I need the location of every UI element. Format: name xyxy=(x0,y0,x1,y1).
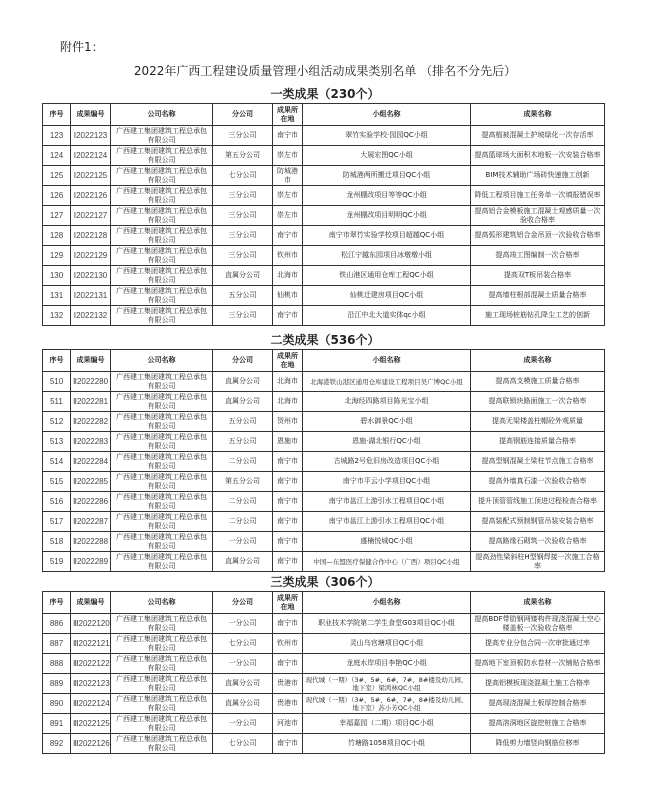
seq-cell: 889 xyxy=(43,674,71,694)
column-header: 序号 xyxy=(43,350,71,372)
code-cell: Ⅱ2022287 xyxy=(71,512,111,532)
branch-cell: 第五分公司 xyxy=(213,472,273,492)
branch-cell: 五分公司 xyxy=(213,412,273,432)
branch-cell: 二分公司 xyxy=(213,492,273,512)
result-cell: 提高型钢混凝土梁柱节点施工合格率 xyxy=(471,452,605,472)
location-cell: 崇左市 xyxy=(273,146,303,166)
team-cell: 龙州棚改项目明明QC小组 xyxy=(303,206,471,226)
location-cell: 崇左市 xyxy=(273,206,303,226)
branch-cell: 直属分公司 xyxy=(213,674,273,694)
seq-cell: 129 xyxy=(43,246,71,266)
company-cell: 广西建工集团建筑工程总承包有限公司 xyxy=(111,492,213,512)
result-cell: 提高铝模板现浇混凝土施工合格率 xyxy=(471,674,605,694)
code-cell: Ⅰ2022130 xyxy=(71,266,111,286)
code-cell: Ⅱ2022288 xyxy=(71,532,111,552)
company-cell: 广西建工集团建筑工程总承包有限公司 xyxy=(111,412,213,432)
code-cell: Ⅱ2022285 xyxy=(71,472,111,492)
team-cell: 职业技术学院第二学生食堂G03项目QC小组 xyxy=(303,614,471,634)
team-cell: 恩施·湖北银行QC小组 xyxy=(303,432,471,452)
branch-cell: 直属分公司 xyxy=(213,266,273,286)
result-cell: 提高装配式预制钢管吊装安装合格率 xyxy=(471,512,605,532)
result-cell: 提高外墙真石漆一次验收合格率 xyxy=(471,472,605,492)
branch-cell: 一分公司 xyxy=(213,532,273,552)
results-table-class-2 xyxy=(42,349,605,572)
company-cell: 广西建工集团建筑工程总承包有限公司 xyxy=(111,226,213,246)
code-cell: Ⅲ2022124 xyxy=(71,694,111,714)
result-cell: 提高高支模施工质量合格率 xyxy=(471,372,605,392)
branch-cell: 三分公司 xyxy=(213,206,273,226)
header-row xyxy=(43,104,605,126)
table-row xyxy=(43,452,605,472)
team-cell: 铁山港区通用仓库工程QC小组 xyxy=(303,266,471,286)
company-cell: 广西建工集团建筑工程总承包有限公司 xyxy=(111,266,213,286)
column-header: 序号 xyxy=(43,104,71,126)
seq-cell: 892 xyxy=(43,734,71,754)
code-cell: Ⅰ2022124 xyxy=(71,146,111,166)
column-header: 分公司 xyxy=(213,592,273,614)
result-cell: 提高竣工图编制一次合格率 xyxy=(471,246,605,266)
branch-cell: 直属分公司 xyxy=(213,694,273,714)
company-cell: 广西建工集团建筑工程总承包有限公司 xyxy=(111,674,213,694)
result-cell: BIM技术辅助广场砖快速施工创新 xyxy=(471,166,605,186)
seq-cell: 890 xyxy=(43,694,71,714)
seq-cell: 127 xyxy=(43,206,71,226)
seq-cell: 132 xyxy=(43,306,71,326)
company-cell: 广西建工集团建筑工程总承包有限公司 xyxy=(111,512,213,532)
company-cell: 广西建工集团建筑工程总承包有限公司 xyxy=(111,614,213,634)
result-cell: 提高双T板吊装合格率 xyxy=(471,266,605,286)
column-header: 公司名称 xyxy=(111,350,213,372)
column-header: 成果编号 xyxy=(71,104,111,126)
seq-cell: 128 xyxy=(43,226,71,246)
seq-cell: 123 xyxy=(43,126,71,146)
seq-cell: 891 xyxy=(43,714,71,734)
result-cell: 施工现场桩筋钻孔降尘工艺的创新 xyxy=(471,306,605,326)
team-cell: 龙庭水岸项目李艳QC小组 xyxy=(303,654,471,674)
location-cell: 南宁市 xyxy=(273,472,303,492)
branch-cell: 二分公司 xyxy=(213,512,273,532)
table-row xyxy=(43,412,605,432)
result-cell: 提高路缘石砌筑一次验收合格率 xyxy=(471,532,605,552)
team-cell: 古城路2号危旧房改造项目QC小组 xyxy=(303,452,471,472)
column-header: 公司名称 xyxy=(111,592,213,614)
result-cell: 提高地下室顶板防水卷材一次铺贴合格率 xyxy=(471,654,605,674)
header-row xyxy=(43,350,605,372)
seq-cell: 516 xyxy=(43,492,71,512)
seq-cell: 125 xyxy=(43,166,71,186)
location-cell: 南宁市 xyxy=(273,226,303,246)
code-cell: Ⅰ2022131 xyxy=(71,286,111,306)
seq-cell: 511 xyxy=(43,392,71,412)
company-cell: 广西建工集团建筑工程总承包有限公司 xyxy=(111,286,213,306)
table-row xyxy=(43,714,605,734)
location-cell: 钦州市 xyxy=(273,634,303,654)
company-cell: 广西建工集团建筑工程总承包有限公司 xyxy=(111,166,213,186)
seq-cell: 130 xyxy=(43,266,71,286)
location-cell: 崇左市 xyxy=(273,186,303,206)
results-table-class-3 xyxy=(42,591,605,754)
code-cell: Ⅱ2022284 xyxy=(71,452,111,472)
column-header: 序号 xyxy=(43,592,71,614)
code-cell: Ⅲ2022126 xyxy=(71,734,111,754)
table-row xyxy=(43,392,605,412)
result-cell: 提高无梁楼盖柱帽砼外观质量 xyxy=(471,412,605,432)
branch-cell: 一分公司 xyxy=(213,654,273,674)
team-cell: 灵山乌官塘项目QC小组 xyxy=(303,634,471,654)
company-cell: 广西建工集团建筑工程总承包有限公司 xyxy=(111,186,213,206)
branch-cell: 第五分公司 xyxy=(213,146,273,166)
seq-cell: 124 xyxy=(43,146,71,166)
code-cell: Ⅱ2022280 xyxy=(71,372,111,392)
result-cell: 提高BDF带肋钢网镂构件现浇混凝土空心楼盖板一次验收合格率 xyxy=(471,614,605,634)
seq-cell: 518 xyxy=(43,532,71,552)
code-cell: Ⅱ2022282 xyxy=(71,412,111,432)
document-title: 2022年广西工程建设质量管理小组活动成果类别名单 （排名不分先后） xyxy=(133,64,517,78)
team-cell: 现代城（一期）（3#、5#、6#、7#、8#楼及幼儿园、地下室）苏小芳QC小组 xyxy=(303,694,471,714)
branch-cell: 七分公司 xyxy=(213,634,273,654)
location-cell: 贺州市 xyxy=(273,412,303,432)
company-cell: 广西建工集团建筑工程总承包有限公司 xyxy=(111,472,213,492)
result-cell: 提高弧形建筑铝合金吊顶一次验收合格率 xyxy=(471,226,605,246)
table-row xyxy=(43,166,605,186)
branch-cell: 三分公司 xyxy=(213,246,273,266)
location-cell: 南宁市 xyxy=(273,452,303,472)
company-cell: 广西建工集团建筑工程总承包有限公司 xyxy=(111,246,213,266)
location-cell: 南宁市 xyxy=(273,552,303,572)
location-cell: 贵港市 xyxy=(273,674,303,694)
column-header: 成果所在地 xyxy=(273,104,303,126)
code-cell: Ⅰ2022126 xyxy=(71,186,111,206)
seq-cell: 888 xyxy=(43,654,71,674)
seq-cell: 517 xyxy=(43,512,71,532)
branch-cell: 直属分公司 xyxy=(213,552,273,572)
company-cell: 广西建工集团建筑工程总承包有限公司 xyxy=(111,694,213,714)
result-cell: 提高溶洞地区旋挖桩施工合格率 xyxy=(471,714,605,734)
result-cell: 提高劲性梁斜柱H型钢焊接一次施工合格率 xyxy=(471,552,605,572)
seq-cell: 514 xyxy=(43,452,71,472)
table-row xyxy=(43,146,605,166)
code-cell: Ⅰ2022123 xyxy=(71,126,111,146)
section-heading-class-2: 二类成果（536个） xyxy=(270,333,380,347)
company-cell: 广西建工集团建筑工程总承包有限公司 xyxy=(111,654,213,674)
branch-cell: 直属分公司 xyxy=(213,372,273,392)
location-cell: 南宁市 xyxy=(273,654,303,674)
result-cell: 提高专业分包合同一次审批通过率 xyxy=(471,634,605,654)
team-cell: 幸福嘉园（二期）项目QC小组 xyxy=(303,714,471,734)
company-cell: 广西建工集团建筑工程总承包有限公司 xyxy=(111,552,213,572)
column-header: 成果编号 xyxy=(71,350,111,372)
company-cell: 广西建工集团建筑工程总承包有限公司 xyxy=(111,126,213,146)
annex-label: 附件1： xyxy=(60,40,104,54)
branch-cell: 一分公司 xyxy=(213,714,273,734)
seq-cell: 513 xyxy=(43,432,71,452)
code-cell: Ⅰ2022132 xyxy=(71,306,111,326)
code-cell: Ⅲ2022122 xyxy=(71,654,111,674)
table-row xyxy=(43,614,605,634)
column-header: 成果名称 xyxy=(471,104,605,126)
company-cell: 广西建工集团建筑工程总承包有限公司 xyxy=(111,146,213,166)
table-row xyxy=(43,206,605,226)
result-cell: 提高篮球场大面积木地板一次安装合格率 xyxy=(471,146,605,166)
team-cell: 南宁市翠竹实验学校项目超越QC小组 xyxy=(303,226,471,246)
team-cell: 北海经四路项目陈光宝小组 xyxy=(303,392,471,412)
result-cell: 提高植被混凝土护坡绿化一次存活率 xyxy=(471,126,605,146)
seq-cell: 510 xyxy=(43,372,71,392)
team-cell: 防城港两所搬迁项目QC小组 xyxy=(303,166,471,186)
column-header: 小组名称 xyxy=(303,104,471,126)
seq-cell: 126 xyxy=(43,186,71,206)
company-cell: 广西建工集团建筑工程总承包有限公司 xyxy=(111,714,213,734)
code-cell: Ⅰ2022128 xyxy=(71,226,111,246)
column-header: 分公司 xyxy=(213,104,273,126)
location-cell: 南宁市 xyxy=(273,614,303,634)
table-row xyxy=(43,246,605,266)
seq-cell: 887 xyxy=(43,634,71,654)
location-cell: 南宁市 xyxy=(273,512,303,532)
column-header: 成果所在地 xyxy=(273,592,303,614)
result-cell: 降低剪力墙竖向钢筋位移率 xyxy=(471,734,605,754)
column-header: 成果所在地 xyxy=(273,350,303,372)
location-cell: 南宁市 xyxy=(273,126,303,146)
seq-cell: 131 xyxy=(43,286,71,306)
table-row xyxy=(43,634,605,654)
code-cell: Ⅰ2022125 xyxy=(71,166,111,186)
table-row xyxy=(43,734,605,754)
table-row xyxy=(43,674,605,694)
column-header: 成果名称 xyxy=(471,592,605,614)
location-cell: 河池市 xyxy=(273,714,303,734)
company-cell: 广西建工集团建筑工程总承包有限公司 xyxy=(111,532,213,552)
table-row xyxy=(43,512,605,532)
table-row xyxy=(43,432,605,452)
location-cell: 南宁市 xyxy=(273,306,303,326)
table-row xyxy=(43,372,605,392)
code-cell: Ⅲ2022125 xyxy=(71,714,111,734)
branch-cell: 五分公司 xyxy=(213,432,273,452)
table-row xyxy=(43,226,605,246)
team-cell: 南宁市平云小学项目QC小组 xyxy=(303,472,471,492)
code-cell: Ⅱ2022281 xyxy=(71,392,111,412)
branch-cell: 直属分公司 xyxy=(213,392,273,412)
location-cell: 南宁市 xyxy=(273,532,303,552)
team-cell: 松江宁越东园项目冰墩墩小组 xyxy=(303,246,471,266)
result-cell: 提升顶管管线施工顶进过程检查合格率 xyxy=(471,492,605,512)
column-header: 成果编号 xyxy=(71,592,111,614)
section-heading-class-1: 一类成果（230个） xyxy=(270,87,380,101)
code-cell: Ⅰ2022129 xyxy=(71,246,111,266)
team-cell: 盛楠悦城QC小组 xyxy=(303,532,471,552)
company-cell: 广西建工集团建筑工程总承包有限公司 xyxy=(111,432,213,452)
company-cell: 广西建工集团建筑工程总承包有限公司 xyxy=(111,392,213,412)
table-row xyxy=(43,126,605,146)
location-cell: 钦州市 xyxy=(273,246,303,266)
company-cell: 广西建工集团建筑工程总承包有限公司 xyxy=(111,372,213,392)
table-row xyxy=(43,306,605,326)
result-cell: 提高钢筋连接质量合格率 xyxy=(471,432,605,452)
table-row xyxy=(43,492,605,512)
code-cell: Ⅰ2022127 xyxy=(71,206,111,226)
company-cell: 广西建工集团建筑工程总承包有限公司 xyxy=(111,634,213,654)
code-cell: Ⅱ2022286 xyxy=(71,492,111,512)
code-cell: Ⅲ2022123 xyxy=(71,674,111,694)
table-row xyxy=(43,266,605,286)
branch-cell: 七分公司 xyxy=(213,734,273,754)
location-cell: 南宁市 xyxy=(273,734,303,754)
seq-cell: 512 xyxy=(43,412,71,432)
team-cell: 翠竹实验学校·园园QC小组 xyxy=(303,126,471,146)
column-header: 小组名称 xyxy=(303,592,471,614)
seq-cell: 515 xyxy=(43,472,71,492)
result-cell: 提高铝合金模板施工混凝土观感质量一次验收合格率 xyxy=(471,206,605,226)
team-cell: 沿江中北大道实体qc小组 xyxy=(303,306,471,326)
branch-cell: 三分公司 xyxy=(213,186,273,206)
team-cell: 大展宏图QC小组 xyxy=(303,146,471,166)
location-cell: 防城港市 xyxy=(273,166,303,186)
team-cell: 南宁市邕江上游引水工程项目QC小组 xyxy=(303,492,471,512)
results-table-class-1 xyxy=(42,103,605,326)
column-header: 成果名称 xyxy=(471,350,605,372)
branch-cell: 七分公司 xyxy=(213,166,273,186)
column-header: 分公司 xyxy=(213,350,273,372)
code-cell: Ⅲ2022120 xyxy=(71,614,111,634)
team-cell: 中国—东盟医疗保健合作中心（广西）项目QC小组 xyxy=(303,552,471,572)
location-cell: 北海市 xyxy=(273,372,303,392)
result-cell: 提高墙柱根部混凝土质量合格率 xyxy=(471,286,605,306)
table-row xyxy=(43,654,605,674)
column-header: 公司名称 xyxy=(111,104,213,126)
code-cell: Ⅱ2022283 xyxy=(71,432,111,452)
branch-cell: 三分公司 xyxy=(213,226,273,246)
branch-cell: 三分公司 xyxy=(213,126,273,146)
team-cell: 现代城（一期）（3#、5#、6#、7#、8#楼及幼儿园、地下室）梁鸿林QC小组 xyxy=(303,674,471,694)
team-cell: 竹塘路1058项目QC小组 xyxy=(303,734,471,754)
branch-cell: 二分公司 xyxy=(213,452,273,472)
branch-cell: 三分公司 xyxy=(213,306,273,326)
team-cell: 龙州棚改项目等等QC小组 xyxy=(303,186,471,206)
seq-cell: 519 xyxy=(43,552,71,572)
table-row xyxy=(43,552,605,572)
result-cell: 提高联锁块路面施工一次合格率 xyxy=(471,392,605,412)
seq-cell: 886 xyxy=(43,614,71,634)
company-cell: 广西建工集团建筑工程总承包有限公司 xyxy=(111,306,213,326)
team-cell: 碧水御景QC小组 xyxy=(303,412,471,432)
code-cell: Ⅲ2022121 xyxy=(71,634,111,654)
table-row xyxy=(43,286,605,306)
column-header: 小组名称 xyxy=(303,350,471,372)
location-cell: 南宁市 xyxy=(273,492,303,512)
location-cell: 恩施市 xyxy=(273,432,303,452)
table-row xyxy=(43,694,605,714)
result-cell: 提高现浇混凝土板厚控制合格率 xyxy=(471,694,605,714)
section-heading-class-3: 三类成果（306个） xyxy=(270,575,380,589)
team-cell: 仙桃迁建房项目QC小组 xyxy=(303,286,471,306)
result-cell: 降低工程项目施工任务单一次填报错误率 xyxy=(471,186,605,206)
table-row xyxy=(43,472,605,492)
location-cell: 北海市 xyxy=(273,266,303,286)
company-cell: 广西建工集团建筑工程总承包有限公司 xyxy=(111,734,213,754)
branch-cell: 五分公司 xyxy=(213,286,273,306)
team-cell: 南宁市邕江上游引水工程项目QC小组 xyxy=(303,512,471,532)
table-row xyxy=(43,186,605,206)
header-row xyxy=(43,592,605,614)
code-cell: Ⅱ2022289 xyxy=(71,552,111,572)
company-cell: 广西建工集团建筑工程总承包有限公司 xyxy=(111,206,213,226)
location-cell: 仙桃市 xyxy=(273,286,303,306)
location-cell: 北海市 xyxy=(273,392,303,412)
company-cell: 广西建工集团建筑工程总承包有限公司 xyxy=(111,452,213,472)
location-cell: 贵港市 xyxy=(273,694,303,714)
branch-cell: 一分公司 xyxy=(213,614,273,634)
table-row xyxy=(43,532,605,552)
team-cell: 北海港铁山港区通用仓库建设工程项目吴广博QC小组 xyxy=(303,372,471,392)
